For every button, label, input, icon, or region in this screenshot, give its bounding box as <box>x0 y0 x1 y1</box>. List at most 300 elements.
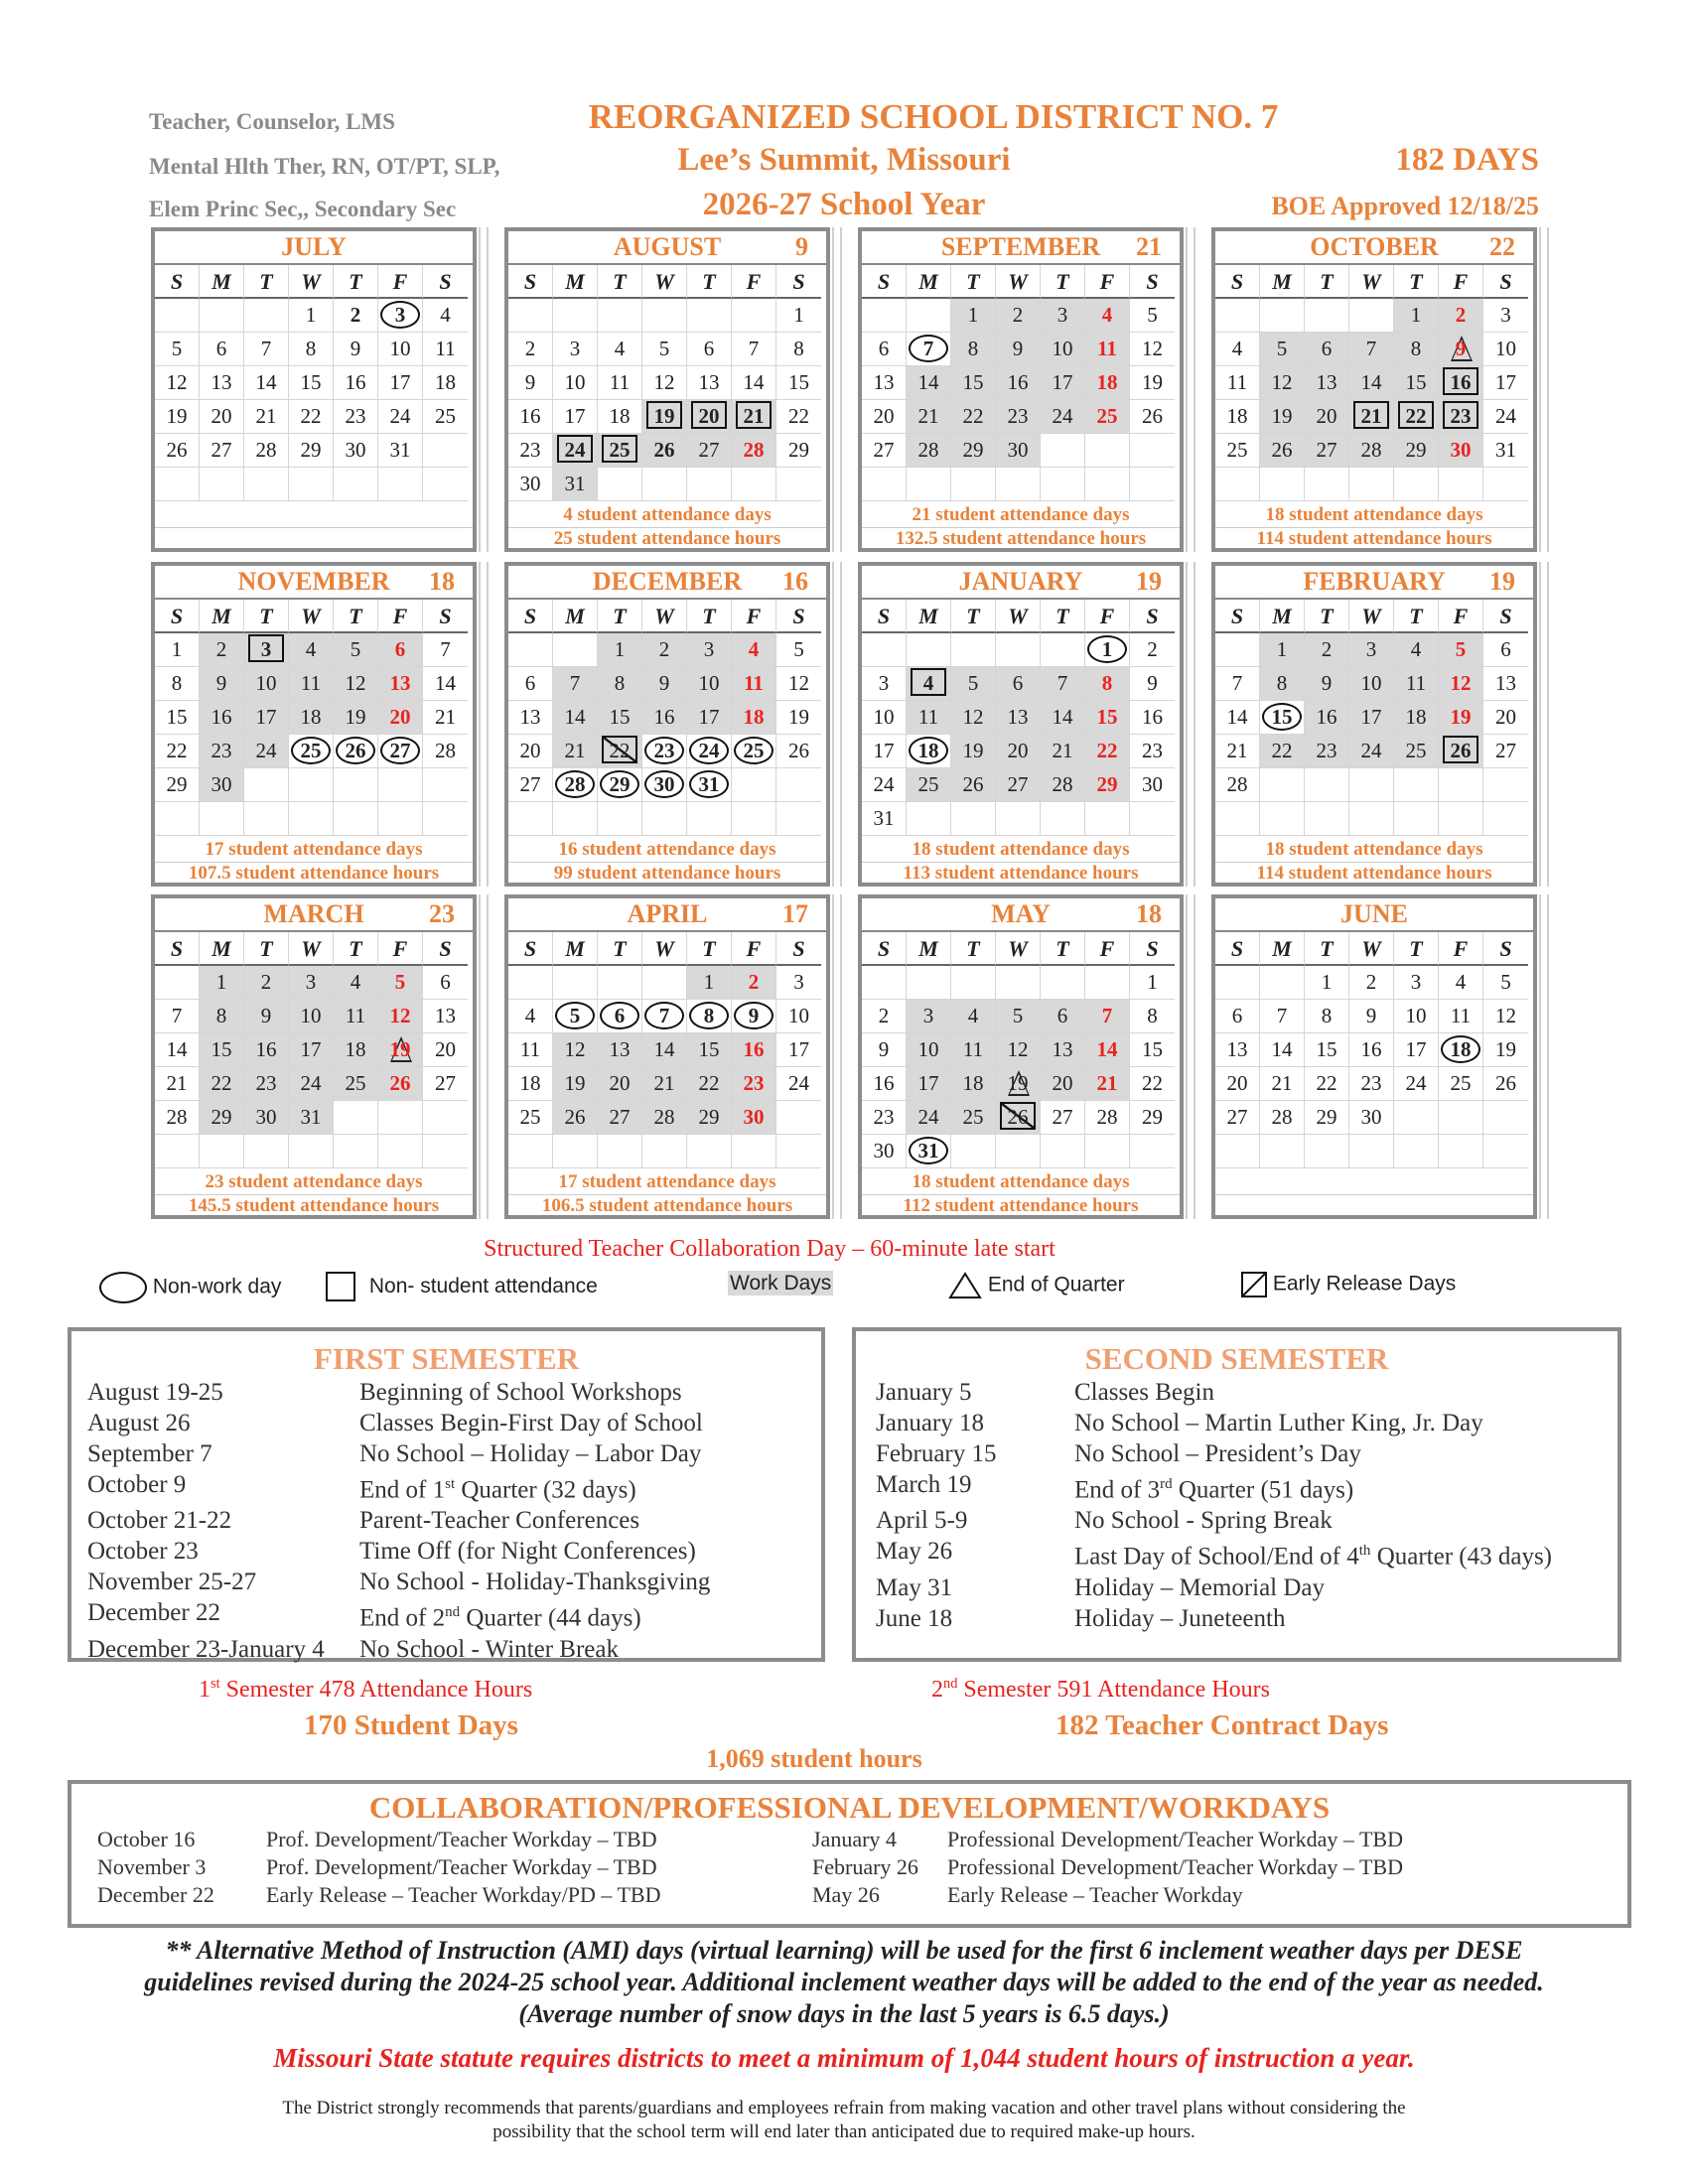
second-semester-title: SECOND SEMESTER <box>1084 1341 1389 1376</box>
day-cell: 9 <box>1305 667 1349 701</box>
day-cell: 2 <box>1130 633 1175 667</box>
day-cell: 20 <box>1305 400 1349 434</box>
day-cell: 31 <box>862 802 907 836</box>
empty-cell <box>553 633 598 667</box>
day-cell: 25 <box>1085 400 1130 434</box>
month-february <box>1211 562 1537 887</box>
day-cell: 15 <box>598 701 642 735</box>
table-row <box>87 1536 710 1567</box>
weekday-header: S <box>1215 265 1260 299</box>
day-cell: 8 <box>1130 1000 1175 1033</box>
day-cell: 28 <box>155 1101 200 1135</box>
weekday-header: M <box>553 932 598 966</box>
collab-left-table <box>97 1826 812 1909</box>
school-year-title: 2026-27 School Year <box>702 187 986 222</box>
weekday-header: F <box>732 265 776 299</box>
day-cell: 25 <box>289 735 334 768</box>
empty-cell <box>244 1135 289 1168</box>
empty-cell <box>1483 768 1528 802</box>
weekday-header: T <box>1305 265 1349 299</box>
empty-cell <box>776 768 821 802</box>
event-description: Beginning of School Workshops <box>359 1379 682 1406</box>
day-cell: 29 <box>289 434 334 468</box>
weekday-header: F <box>1439 600 1483 633</box>
event-description: Last Day of School/End of 4th Quarter (43 days) <box>1074 1543 1553 1570</box>
triangle-icon <box>948 1272 982 1299</box>
day-cell: 23 <box>1130 735 1175 768</box>
day-cell: 19 <box>1439 701 1483 735</box>
empty-cell <box>996 802 1041 836</box>
empty-cell <box>1215 299 1260 333</box>
collaboration-box <box>68 1780 1631 1928</box>
month-march <box>151 894 477 1219</box>
attendance-days: 21 student attendance days <box>912 504 1130 525</box>
day-cell: 24 <box>378 400 423 434</box>
weekday-header: S <box>1215 932 1260 966</box>
weekday-header: S <box>155 600 200 633</box>
day-cell: 26 <box>1260 434 1305 468</box>
weekday-header: F <box>1439 265 1483 299</box>
day-cell: 18 <box>508 1067 553 1101</box>
table-row <box>87 1438 710 1469</box>
day-cell: 27 <box>996 768 1041 802</box>
empty-cell <box>996 966 1041 1000</box>
day-cell: 19 <box>1483 1033 1528 1067</box>
table-row <box>87 1408 710 1438</box>
day-cell: 20 <box>378 701 423 735</box>
empty-cell <box>1439 468 1483 501</box>
day-cell: 30 <box>1130 768 1175 802</box>
empty-cell <box>776 802 821 836</box>
day-cell: 8 <box>289 333 334 366</box>
empty-cell <box>1439 802 1483 836</box>
day-cell: 14 <box>907 366 951 400</box>
empty-cell <box>1305 802 1349 836</box>
day-cell: 26 <box>1130 400 1175 434</box>
day-cell: 24 <box>244 735 289 768</box>
month-name: FEBRUARY <box>1303 567 1446 596</box>
empty-cell <box>1483 1135 1528 1168</box>
day-cell: 20 <box>200 400 244 434</box>
weekday-header: F <box>378 600 423 633</box>
empty-cell <box>687 468 732 501</box>
event-description: End of 3rd Quarter (51 days) <box>1074 1476 1354 1504</box>
day-cell: 4 <box>1215 333 1260 366</box>
weekday-header: W <box>1349 265 1394 299</box>
empty-cell <box>732 468 776 501</box>
legend-work-days <box>728 1272 833 1296</box>
table-row <box>876 1377 1552 1408</box>
day-cell: 21 <box>1085 1067 1130 1101</box>
day-cell: 21 <box>642 1067 687 1101</box>
day-cell: 15 <box>1394 366 1439 400</box>
weekday-header: S <box>776 932 821 966</box>
weekday-header: T <box>1394 932 1439 966</box>
weekday-header: W <box>642 265 687 299</box>
weekday-header: M <box>907 600 951 633</box>
day-cell: 6 <box>598 1000 642 1033</box>
statute-note: Missouri State statute requires districts to meet a minimum of 1,044 student hours of instruction a year. <box>273 2043 1415 2073</box>
day-cell: 4 <box>598 333 642 366</box>
weekday-header: S <box>1215 600 1260 633</box>
day-cell: 8 <box>951 333 996 366</box>
day-cell: 7 <box>907 333 951 366</box>
empty-cell <box>732 1135 776 1168</box>
empty-cell <box>776 1135 821 1168</box>
weekday-header: M <box>200 932 244 966</box>
empty-cell <box>732 299 776 333</box>
day-cell: 17 <box>1349 701 1394 735</box>
day-cell: 30 <box>642 768 687 802</box>
weekday-header: T <box>1305 600 1349 633</box>
day-cell: 27 <box>200 434 244 468</box>
day-cell: 28 <box>1349 434 1394 468</box>
day-cell: 1 <box>687 966 732 1000</box>
weekday-header: T <box>334 600 378 633</box>
day-cell: 28 <box>553 768 598 802</box>
day-cell: 27 <box>1215 1101 1260 1135</box>
day-cell: 30 <box>996 434 1041 468</box>
day-cell: 20 <box>1041 1067 1085 1101</box>
weekday-header: T <box>1394 265 1439 299</box>
day-cell: 8 <box>776 333 821 366</box>
day-cell: 19 <box>334 701 378 735</box>
workday-description: Professional Development/Teacher Workday – TBD <box>947 1854 1403 1879</box>
day-cell: 1 <box>1130 966 1175 1000</box>
empty-cell <box>423 1135 468 1168</box>
day-cell: 15 <box>1260 701 1305 735</box>
weekday-header: T <box>1305 932 1349 966</box>
day-cell: 15 <box>289 366 334 400</box>
day-cell: 22 <box>776 400 821 434</box>
day-cell: 6 <box>378 633 423 667</box>
empty-cell <box>423 1101 468 1135</box>
month-name: NOVEMBER <box>237 567 390 596</box>
day-cell: 7 <box>1349 333 1394 366</box>
day-cell: 16 <box>1305 701 1349 735</box>
table-row <box>812 1853 1403 1881</box>
workday-date: October 16 <box>97 1827 196 1851</box>
weekday-header: S <box>508 600 553 633</box>
day-cell: 5 <box>378 966 423 1000</box>
weekday-header: S <box>776 265 821 299</box>
empty-cell <box>200 802 244 836</box>
empty-cell <box>951 966 996 1000</box>
empty-cell <box>155 1135 200 1168</box>
event-date: February 15 <box>876 1440 997 1467</box>
weekday-header: W <box>996 932 1041 966</box>
day-cell: 31 <box>907 1135 951 1168</box>
day-cell: 30 <box>508 468 553 501</box>
day-cell: 25 <box>423 400 468 434</box>
day-cell: 1 <box>1260 633 1305 667</box>
workday-description: Early Release – Teacher Workday <box>947 1882 1243 1907</box>
table-row <box>876 1408 1552 1438</box>
empty-cell <box>862 468 907 501</box>
attendance-hours: 114 student attendance hours <box>1256 863 1492 884</box>
empty-cell <box>553 802 598 836</box>
day-cell: 12 <box>776 667 821 701</box>
day-cell: 10 <box>907 1033 951 1067</box>
day-cell: 24 <box>1483 400 1528 434</box>
day-cell: 21 <box>1260 1067 1305 1101</box>
event-description: No School - Holiday-Thanksgiving <box>359 1569 711 1596</box>
day-cell: 24 <box>289 1067 334 1101</box>
empty-cell <box>553 1135 598 1168</box>
event-description: No School - Spring Break <box>1074 1507 1333 1535</box>
empty-cell <box>1260 468 1305 501</box>
day-cell: 24 <box>776 1067 821 1101</box>
day-cell: 26 <box>1439 735 1483 768</box>
empty-cell <box>289 802 334 836</box>
day-cell: 19 <box>996 1067 1041 1101</box>
day-cell: 17 <box>553 400 598 434</box>
day-cell: 17 <box>1483 366 1528 400</box>
empty-cell <box>1085 434 1130 468</box>
day-cell: 14 <box>553 701 598 735</box>
weekday-header: F <box>732 600 776 633</box>
event-description: No School - Winter Break <box>359 1635 619 1663</box>
empty-cell <box>378 1101 423 1135</box>
day-cell: 28 <box>1215 768 1260 802</box>
day-cell: 4 <box>334 966 378 1000</box>
day-cell: 8 <box>1394 333 1439 366</box>
day-cell: 16 <box>508 400 553 434</box>
square-icon <box>326 1272 355 1301</box>
day-cell: 16 <box>1349 1033 1394 1067</box>
day-cell: 4 <box>1394 633 1439 667</box>
day-cell: 22 <box>1260 735 1305 768</box>
weekday-header: S <box>423 600 468 633</box>
event-description: No School – President’s Day <box>1074 1440 1361 1467</box>
day-cell: 23 <box>642 735 687 768</box>
day-cell: 12 <box>951 701 996 735</box>
empty-cell <box>244 299 289 333</box>
day-cell: 4 <box>423 299 468 333</box>
weekday-header: M <box>1260 265 1305 299</box>
empty-cell <box>1041 966 1085 1000</box>
empty-cell <box>951 802 996 836</box>
day-cell: 17 <box>862 735 907 768</box>
day-cell: 5 <box>996 1000 1041 1033</box>
empty-cell <box>200 1135 244 1168</box>
empty-cell <box>776 468 821 501</box>
day-cell: 18 <box>334 1033 378 1067</box>
attendance-hours: 25 student attendance hours <box>553 528 781 549</box>
event-date: May 26 <box>876 1538 953 1566</box>
day-cell: 17 <box>289 1033 334 1067</box>
day-cell: 2 <box>862 1000 907 1033</box>
day-cell: 17 <box>907 1067 951 1101</box>
weekday-header: M <box>553 600 598 633</box>
empty-cell <box>907 468 951 501</box>
weekday-header: T <box>598 932 642 966</box>
day-cell: 5 <box>1483 966 1528 1000</box>
second-semester-box <box>852 1327 1621 1662</box>
day-cell: 7 <box>1215 667 1260 701</box>
empty-cell <box>508 633 553 667</box>
empty-cell <box>1260 802 1305 836</box>
empty-cell <box>155 468 200 501</box>
day-cell: 29 <box>1085 768 1130 802</box>
day-cell: 28 <box>423 735 468 768</box>
day-cell: 1 <box>776 299 821 333</box>
day-cell: 31 <box>553 468 598 501</box>
day-cell: 15 <box>155 701 200 735</box>
day-cell: 13 <box>1041 1033 1085 1067</box>
day-cell: 2 <box>508 333 553 366</box>
day-cell: 10 <box>378 333 423 366</box>
day-cell: 5 <box>155 333 200 366</box>
empty-cell <box>1130 1135 1175 1168</box>
staff-line-3: Elem Princ Sec,, Secondary Sec <box>149 197 457 221</box>
month-title <box>155 566 473 600</box>
event-date: December 23-January 4 <box>87 1635 325 1663</box>
day-cell: 20 <box>1215 1067 1260 1101</box>
day-cell: 16 <box>200 701 244 735</box>
day-cell: 10 <box>1349 667 1394 701</box>
table-row <box>87 1505 710 1536</box>
day-cell: 12 <box>642 366 687 400</box>
empty-cell <box>289 468 334 501</box>
day-cell: 14 <box>1215 701 1260 735</box>
day-cell: 19 <box>951 735 996 768</box>
empty-cell <box>1085 468 1130 501</box>
weekday-header: W <box>642 932 687 966</box>
day-cell: 10 <box>687 667 732 701</box>
day-cell: 24 <box>1349 735 1394 768</box>
empty-cell <box>244 468 289 501</box>
day-cell: 14 <box>155 1033 200 1067</box>
day-cell: 18 <box>1215 400 1260 434</box>
weekday-header: S <box>508 265 553 299</box>
day-cell: 21 <box>907 400 951 434</box>
empty-cell <box>1349 299 1394 333</box>
event-description: Classes Begin <box>1074 1379 1214 1406</box>
weekday-header: S <box>776 600 821 633</box>
empty-cell <box>1349 768 1394 802</box>
day-cell: 27 <box>598 1101 642 1135</box>
event-date: September 7 <box>87 1440 212 1467</box>
day-cell: 2 <box>642 633 687 667</box>
empty-cell <box>907 966 951 1000</box>
month-day-count: 16 <box>782 567 808 596</box>
month-name: JUNE <box>1340 899 1408 928</box>
travel-note-line-1: The District strongly recommends that parents/guardians and employees refrain from making vacation and other travel plans without considering the <box>282 2098 1406 2118</box>
weekday-header: S <box>155 265 200 299</box>
day-cell: 6 <box>423 966 468 1000</box>
month-day-count: 19 <box>1489 567 1515 596</box>
month-june <box>1211 894 1537 1219</box>
weekday-header: M <box>553 265 598 299</box>
day-cell: 25 <box>598 434 642 468</box>
empty-cell <box>1305 468 1349 501</box>
empty-cell <box>1130 434 1175 468</box>
empty-cell <box>951 1135 996 1168</box>
event-description: Classes Begin-First Day of School <box>359 1410 703 1436</box>
empty-cell <box>996 1135 1041 1168</box>
day-cell: 29 <box>598 768 642 802</box>
workday-date: December 22 <box>97 1882 214 1907</box>
day-cell: 3 <box>378 299 423 333</box>
workday-description: Prof. Development/Teacher Workday – TBD <box>266 1827 657 1851</box>
day-cell: 25 <box>732 735 776 768</box>
day-cell: 15 <box>951 366 996 400</box>
empty-cell <box>1085 802 1130 836</box>
day-cell: 3 <box>244 633 289 667</box>
month-day-count: 23 <box>429 899 455 928</box>
table-row <box>97 1881 812 1909</box>
day-cell: 21 <box>1349 400 1394 434</box>
day-cell: 29 <box>776 434 821 468</box>
day-cell: 6 <box>200 333 244 366</box>
day-cell: 30 <box>732 1101 776 1135</box>
empty-cell <box>1215 468 1260 501</box>
empty-cell <box>642 802 687 836</box>
weekday-header: T <box>1041 265 1085 299</box>
contract-days: 182 Teacher Contract Days <box>1055 1709 1389 1741</box>
empty-cell <box>598 1135 642 1168</box>
empty-cell <box>732 768 776 802</box>
day-cell: 1 <box>598 633 642 667</box>
month-name: AUGUST <box>613 232 722 261</box>
day-cell: 1 <box>1394 299 1439 333</box>
day-cell: 5 <box>334 633 378 667</box>
day-cell: 18 <box>289 701 334 735</box>
legend-end-quarter <box>948 1272 1125 1299</box>
day-cell: 12 <box>1439 667 1483 701</box>
day-cell: 5 <box>776 633 821 667</box>
event-description: No School – Holiday – Labor Day <box>359 1440 702 1467</box>
attendance-days: 4 student attendance days <box>563 504 772 525</box>
day-cell: 23 <box>996 400 1041 434</box>
day-cell: 30 <box>1439 434 1483 468</box>
workday-description: Professional Development/Teacher Workday – TBD <box>947 1827 1403 1851</box>
day-cell: 26 <box>996 1101 1041 1135</box>
day-cell: 16 <box>996 366 1041 400</box>
day-cell: 19 <box>776 701 821 735</box>
empty-cell <box>907 802 951 836</box>
day-cell: 18 <box>1085 366 1130 400</box>
day-cell: 14 <box>1260 1033 1305 1067</box>
weekday-header: M <box>1260 932 1305 966</box>
day-cell: 1 <box>289 299 334 333</box>
day-cell: 13 <box>687 366 732 400</box>
first-semester-title: FIRST SEMESTER <box>313 1341 580 1376</box>
empty-cell <box>334 1135 378 1168</box>
day-cell: 15 <box>687 1033 732 1067</box>
day-cell: 21 <box>732 400 776 434</box>
day-cell: 6 <box>687 333 732 366</box>
day-cell: 9 <box>996 333 1041 366</box>
day-cell: 9 <box>862 1033 907 1067</box>
weekday-header: W <box>1349 600 1394 633</box>
staff-line-2: Mental Hlth Ther, RN, OT/PT, SLP, <box>149 154 500 179</box>
weekday-header: T <box>1041 600 1085 633</box>
month-name: JANUARY <box>958 567 1083 596</box>
empty-cell <box>642 1135 687 1168</box>
day-cell: 26 <box>334 735 378 768</box>
day-cell: 23 <box>862 1101 907 1135</box>
event-date: October 9 <box>87 1471 187 1498</box>
day-cell: 1 <box>155 633 200 667</box>
day-cell: 4 <box>907 667 951 701</box>
empty-cell <box>1130 468 1175 501</box>
day-cell: 11 <box>1085 333 1130 366</box>
weekday-header: F <box>1085 932 1130 966</box>
day-cell: 27 <box>508 768 553 802</box>
day-cell: 18 <box>732 701 776 735</box>
